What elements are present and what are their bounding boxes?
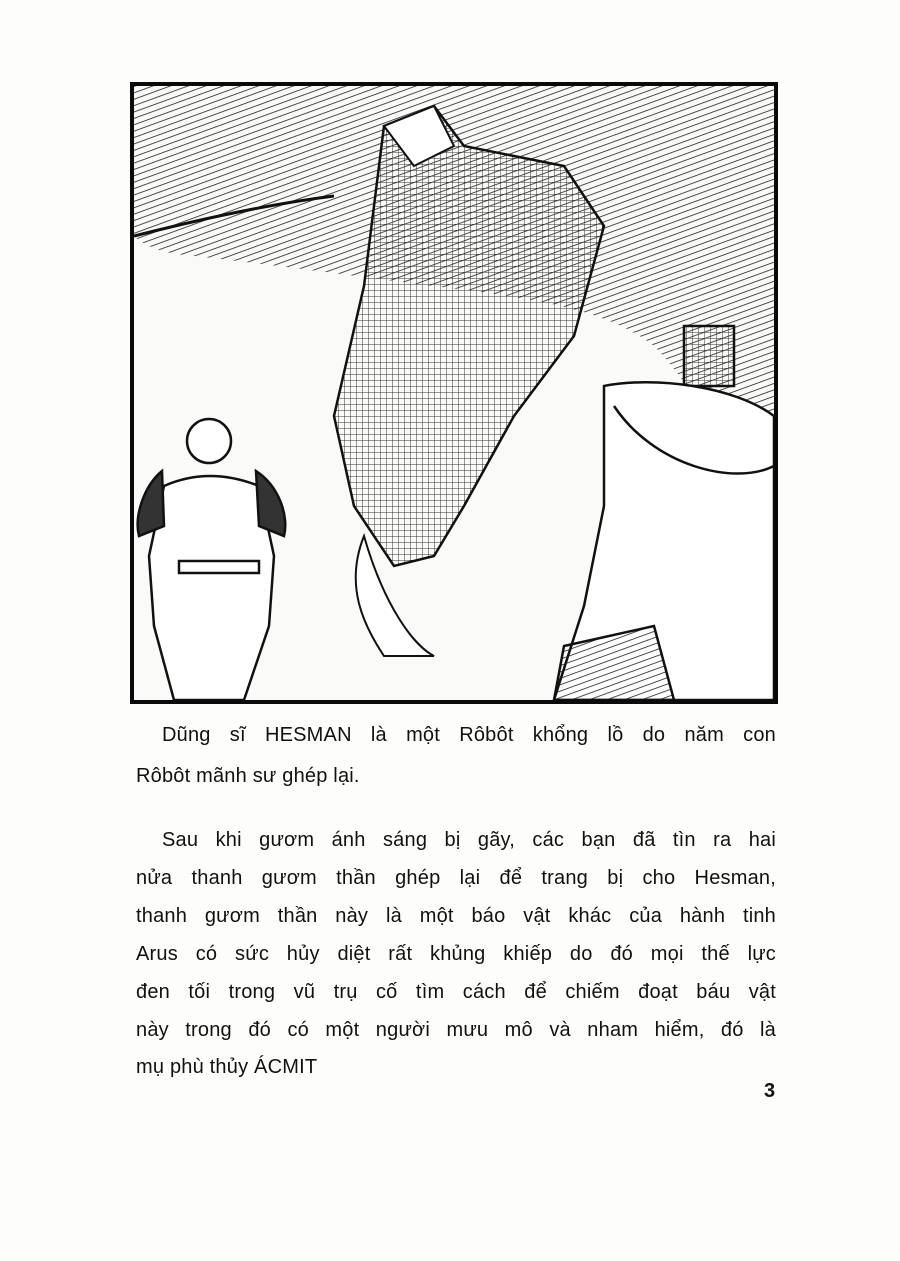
paragraph-2-line-2: nửa thanh gươm thần ghép lại để trang bị cho Hesman, — [136, 867, 776, 889]
paragraph-1-line-1: Dũng sĩ HESMAN là một Rôbôt khổng lồ do năm con — [162, 724, 776, 746]
paragraph-2-line-5: đen tối trong vũ trụ cố tìm cách để chiếm đoạt báu vật — [136, 981, 776, 1003]
illustration-drawing — [134, 86, 774, 700]
paragraph-2-line-7: mụ phù thủy ÁCMIT — [136, 1056, 318, 1078]
comic-illustration — [130, 82, 778, 704]
paragraph-2-line-4: Arus có sức hủy diệt rất khủng khiếp do đó mọi thế lực — [136, 943, 776, 965]
paragraph-2-line-6: này trong đó có một người mưu mô và nham hiểm, đó là — [136, 1019, 776, 1041]
paragraph-1-line-2: Rôbôt mãnh sư ghép lại. — [136, 765, 360, 787]
paragraph-2-line-3: thanh gươm thần này là một báo vật khác của hành tinh — [136, 905, 776, 927]
page-number: 3 — [764, 1080, 776, 1102]
paragraph-2-line-1: Sau khi gươm ánh sáng bị gãy, các bạn đã tìn ra hai — [162, 829, 776, 851]
soldier-left — [138, 419, 286, 700]
